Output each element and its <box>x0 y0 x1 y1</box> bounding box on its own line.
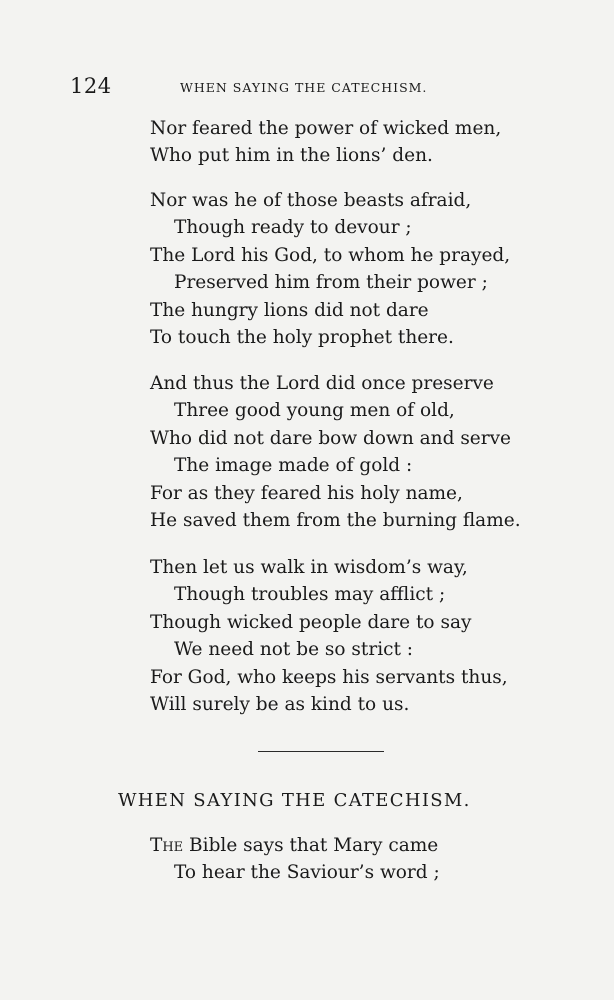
verse-line: For God, who keeps his servants thus, <box>150 666 508 688</box>
verse-line: For as they feared his holy name, <box>150 482 463 504</box>
drop-word: The <box>150 835 184 856</box>
verse-line: To hear the Saviour’s word ; <box>174 862 440 884</box>
verse-line <box>150 832 570 859</box>
verse-line: Who put him in the lions’ den. <box>150 145 433 167</box>
verse-line-rest: Bible says that Mary came <box>183 835 439 856</box>
verse-line: Though troubles may afflict ; <box>174 584 446 606</box>
verse-line: Nor feared the power of wicked men, <box>150 118 502 139</box>
verse-line: He saved them from the burning flame. <box>150 509 521 531</box>
verse-line: We need not be so strict : <box>174 639 414 661</box>
verse-line: Three good young men of old, <box>174 400 455 422</box>
running-head-title: WHEN SAYING THE CATECHISM. <box>180 80 428 95</box>
section-title: WHEN SAYING THE CATECHISM. <box>118 790 471 811</box>
verse-line: And thus the Lord did once preserve <box>150 373 494 394</box>
verse-line: The image made of gold : <box>174 455 413 477</box>
stanza-2 <box>150 187 570 351</box>
stanza-4 <box>150 554 570 718</box>
verse-line: Who did not dare bow down and serve <box>150 427 512 449</box>
verse-line: Will surely be as kind to us. <box>150 693 410 715</box>
stanza-3 <box>150 370 570 534</box>
page-number: 124 <box>70 74 112 98</box>
verse-line: The hungry lions did not dare <box>150 299 429 321</box>
verse-line: Nor was he of those beasts afraid, <box>150 190 472 211</box>
running-head <box>70 74 570 102</box>
section-divider <box>258 751 384 752</box>
verse-line: Though ready to devour ; <box>174 217 412 239</box>
verse-line: Then let us walk in wisdom’s way, <box>150 557 468 578</box>
next-section-stanza <box>150 832 570 887</box>
verse-line: Though wicked people dare to say <box>150 611 472 633</box>
stanza-1 <box>150 115 570 170</box>
verse-line: Preserved him from their power ; <box>174 272 488 294</box>
verse-line: To touch the holy prophet there. <box>150 326 454 348</box>
verse-line: The Lord his God, to whom he prayed, <box>150 244 511 266</box>
